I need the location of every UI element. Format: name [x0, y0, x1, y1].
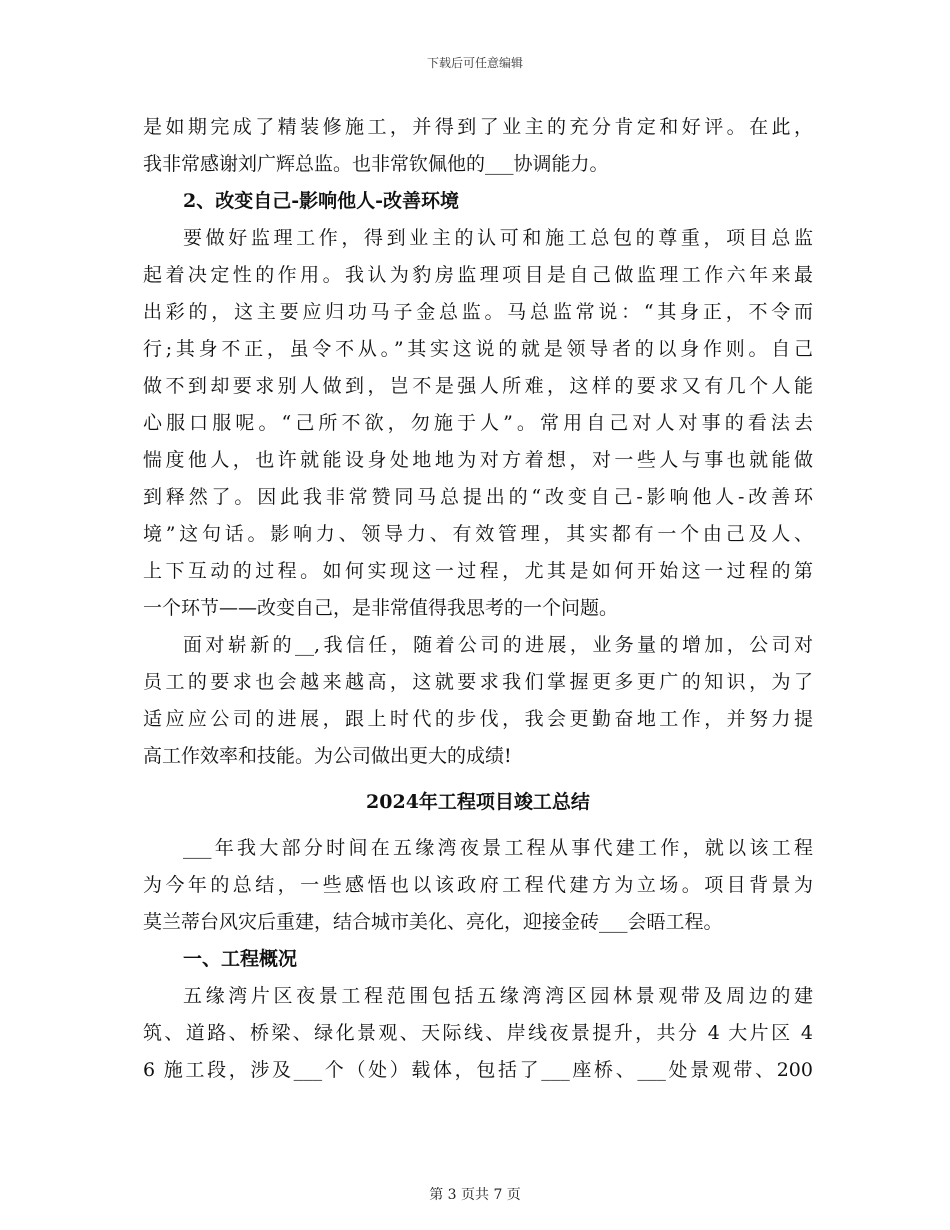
text-line: 6 施工段，涉及___个（处）载体，包括了___座桥、___处景观带、200 — [143, 1059, 813, 1081]
text-line: 心服口服呢。“己所不欲，勿施于人”。常用自己对人对事的看法去 — [143, 412, 813, 434]
text-line: 莫兰蒂台风灾后重建，结合城市美化、亮化，迎接金砖___会晤工程。 — [143, 911, 723, 933]
text-line: 是如期完成了精装修施工，并得到了业主的充分肯定和好评。在此， — [143, 116, 813, 138]
text-line: 高工作效率和技能。为公司做出更大的成绩! — [143, 745, 512, 767]
text-line: 出彩的，这主要应归功马子金总监。马总监常说：“其身正，不令而 — [143, 301, 813, 323]
text-line: 境”这句话。影响力、领导力、有效管理，其实都有一个由己及人、 — [143, 523, 813, 545]
document-body — [143, 109, 813, 1089]
text-line: 上下互动的过程。如何实现这一过程，尤其是如何开始这一过程的第 — [143, 560, 813, 582]
section-heading: 2、改变自己-影响他人-改善环境 — [183, 190, 459, 212]
text-line: 适应应公司的进展，跟上时代的步伐，我会更勤奋地工作，并努力提 — [143, 708, 813, 730]
text-line: 筑、道路、桥梁、绿化景观、天际线、岸线夜景提升，共分 4 大片区 4 — [143, 1022, 813, 1044]
text-line: 五缘湾片区夜景工程范围包括五缘湾湾区园林景观带及周边的建 — [183, 985, 813, 1007]
text-line: 一个环节——改变自己，是非常值得我思考的一个问题。 — [143, 597, 619, 619]
text-line: 惴度他人，也许就能设身处地地为对方着想，对一些人与事也就能做 — [143, 449, 813, 471]
text-line: 员工的要求也会越来越高，这就要求我们掌握更多更广的知识，为了 — [143, 671, 813, 693]
text-line: 面对崭新的__,我信任，随着公司的进展，业务量的增加，公司对 — [183, 634, 813, 656]
page-footer: 第 3 页共 7 页 — [429, 1187, 521, 1203]
text-line: 为今年的总结，一些感悟也以该政府工程代建方为立场。项目背景为 — [143, 874, 813, 896]
text-line: 要做好监理工作，得到业主的认可和施工总包的尊重，项目总监 — [183, 227, 813, 249]
text-line: 我非常感谢刘广辉总监。也非常钦佩他的___协调能力。 — [143, 153, 609, 175]
text-line: 到释然了。因此我非常赞同马总提出的“改变自己-影响他人-改善环 — [143, 486, 813, 508]
text-line: ___年我大部分时间在五缘湾夜景工程从事代建工作，就以该工程 — [183, 837, 813, 859]
text-line: 做不到却要求别人做到，岂不是强人所难，这样的要求又有几个人能 — [143, 375, 813, 397]
text-line: 行;其身不正，虽令不从。”其实这说的就是领导者的以身作则。自己 — [143, 338, 813, 360]
page-header: 下载后可任意编辑 — [426, 56, 523, 70]
text-line: 起着决定性的作用。我认为豹房监理项目是自己做监理工作六年来最 — [143, 264, 813, 286]
document-title: 2024年工程项目竣工总结 — [366, 791, 590, 813]
section-heading: 一、工程概况 — [183, 948, 298, 970]
